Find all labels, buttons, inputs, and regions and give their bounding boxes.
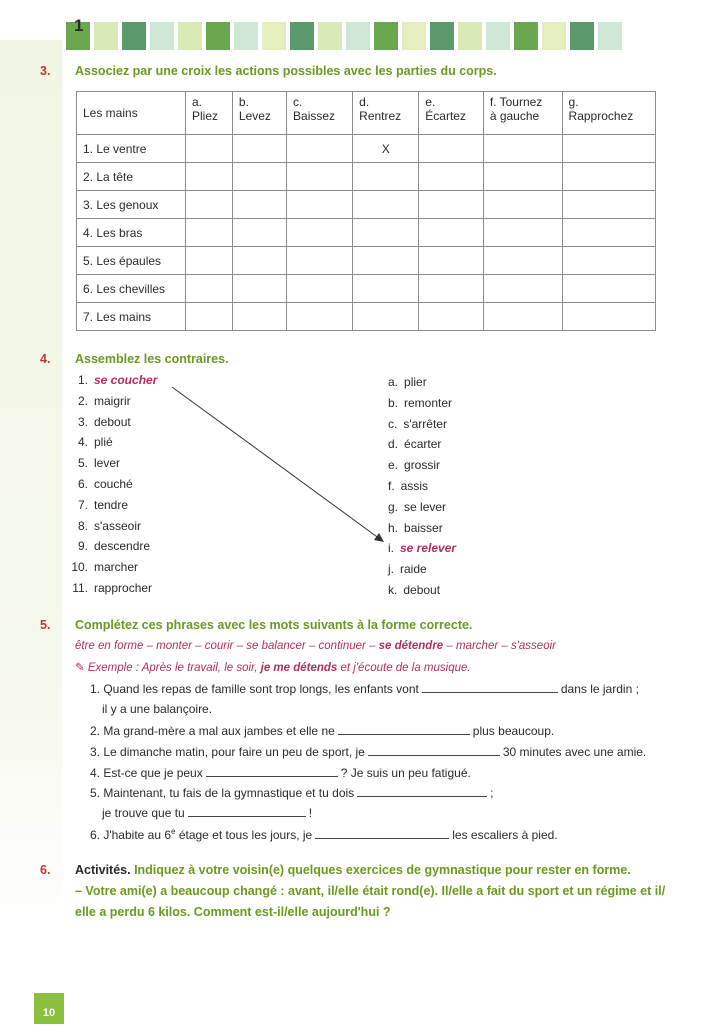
item-text: plier [404, 375, 427, 389]
answer-cell[interactable] [186, 303, 233, 331]
list-item [388, 580, 456, 601]
answer-cell[interactable] [232, 163, 286, 191]
item-text: plié [94, 435, 113, 450]
item-number: f. [388, 478, 395, 493]
list-item [388, 497, 456, 518]
answer-cell[interactable]: X [353, 135, 419, 163]
sentence-3 [90, 745, 646, 759]
list-item [388, 455, 456, 476]
table-row [77, 275, 656, 303]
table-row [77, 135, 656, 163]
column-action: Baissez [293, 109, 336, 123]
word-bank-example-word: se détendre [378, 640, 444, 652]
sentence-4 [90, 766, 471, 780]
list-item [68, 536, 157, 557]
opposites-right-list [388, 372, 456, 601]
table-header-row [77, 92, 656, 135]
answer-cell[interactable] [562, 303, 655, 331]
chapter-color-bar [66, 22, 622, 50]
answer-cell[interactable] [186, 135, 233, 163]
item-text: couché [94, 476, 133, 491]
item-number: b. [388, 395, 399, 410]
sentence-text: 3. Le dimanche matin, pour faire un peu de sport, je [90, 745, 365, 759]
example-sentence [75, 660, 471, 674]
item-text: remonter [404, 395, 453, 410]
sentence-5 [90, 786, 494, 800]
column-letter: g. [568, 95, 579, 109]
exercise-6-line-1 [75, 863, 631, 877]
exercise-6-line-2: – Votre ami(e) a beaucoup changé : avant, il/elle était rond(e). Il/elle a fait du sport et un régime et il/ [75, 884, 666, 898]
answer-cell[interactable] [419, 303, 484, 331]
list-item [388, 393, 456, 414]
table-row [77, 219, 656, 247]
list-item [68, 370, 157, 391]
list-item [388, 559, 456, 580]
item-text: s'arrêter [403, 416, 447, 431]
column-action: à gauche [489, 109, 540, 123]
exercise-4-title: Assemblez les contraires. [75, 352, 229, 366]
sentence-text: 2. Ma grand-mère a mal aux jambes et elle ne [90, 724, 335, 738]
table-column-header [287, 92, 353, 135]
item-text: rapprocher [94, 580, 153, 595]
color-square [598, 22, 622, 50]
color-square [346, 22, 370, 50]
answer-cell[interactable] [353, 163, 419, 191]
answer-cell[interactable] [353, 191, 419, 219]
body-part-label: 3. Les genoux [77, 191, 186, 219]
item-number: 11. [72, 580, 88, 595]
answer-cell[interactable] [483, 219, 562, 247]
sentence-text: 4. Est-ce que je peux [90, 766, 203, 780]
answer-cell[interactable] [287, 191, 353, 219]
item-number: a. [388, 375, 399, 389]
body-actions-table [76, 91, 656, 331]
table-row [77, 303, 656, 331]
column-action: Rentrez [359, 109, 402, 123]
answer-cell[interactable] [483, 275, 562, 303]
color-square [374, 22, 398, 50]
table-row [77, 191, 656, 219]
item-text: se relever [400, 541, 457, 556]
table-column-header [562, 92, 655, 135]
exercise-6-number: 6. [40, 863, 51, 877]
item-number: k. [388, 582, 398, 597]
sentence-1-continued: il y a une balançoire. [102, 702, 213, 716]
list-item [68, 432, 157, 453]
item-number: 1. [77, 373, 88, 387]
item-text: assis [400, 478, 429, 493]
item-number: h. [388, 520, 399, 535]
answer-cell[interactable] [419, 163, 484, 191]
answer-blank[interactable] [357, 786, 487, 797]
answer-cell[interactable] [483, 163, 562, 191]
item-number: 5. [77, 456, 88, 471]
answer-cell[interactable] [186, 191, 233, 219]
item-text: lever [94, 456, 121, 471]
item-number: j. [388, 562, 394, 577]
column-action: Pliez [192, 109, 219, 123]
color-square [402, 22, 426, 50]
answer-cell[interactable] [232, 303, 286, 331]
answer-cell[interactable] [287, 135, 353, 163]
answer-cell[interactable] [353, 303, 419, 331]
column-letter: c. [293, 95, 303, 109]
sentence-text: plus beaucoup. [472, 724, 555, 738]
answer-cell[interactable] [419, 275, 484, 303]
sentence-text: ? Je suis un peu fatigué. [340, 766, 471, 780]
item-text: baisser [404, 520, 443, 535]
sentence-5-continued [102, 806, 312, 820]
color-square [262, 22, 286, 50]
list-item [388, 518, 456, 539]
column-action: Levez [238, 109, 271, 123]
answer-cell[interactable] [353, 275, 419, 303]
answer-cell[interactable] [353, 219, 419, 247]
column-letter: e. [425, 95, 436, 109]
page-number: 10 [34, 993, 64, 1024]
body-part-label: 2. La tête [77, 163, 186, 191]
item-text: maigrir [94, 393, 131, 408]
color-square [458, 22, 482, 50]
table-column-header [419, 92, 484, 135]
answer-cell[interactable] [562, 191, 655, 219]
exercise-3-number: 3. [40, 64, 51, 78]
exercise-5-title: Complétez ces phrases avec les mots suivants à la forme correcte. [75, 618, 473, 632]
body-part-label: 7. Les mains [77, 303, 186, 331]
sentence-6 [90, 827, 558, 842]
list-item [68, 516, 157, 537]
column-action: Écartez [425, 109, 466, 123]
answer-blank[interactable] [315, 828, 449, 839]
item-text: descendre [94, 539, 151, 554]
table-corner-cell: Les mains [77, 92, 186, 135]
item-number: 7. [77, 497, 88, 512]
table-column-header [232, 92, 286, 135]
example-answer: je me détends [260, 662, 338, 674]
answer-cell[interactable] [483, 247, 562, 275]
item-text: debout [403, 582, 441, 597]
item-number: 4. [77, 435, 88, 450]
answer-cell[interactable] [562, 219, 655, 247]
answer-cell[interactable] [287, 303, 353, 331]
answer-cell[interactable] [419, 247, 484, 275]
superscript: e [171, 827, 176, 836]
color-square [234, 22, 258, 50]
left-margin-band [0, 40, 62, 940]
sentence-text: 1. Quand les repas de famille sont trop longs, les enfants vont [90, 682, 419, 696]
item-text: écarter [404, 437, 442, 452]
answer-cell[interactable] [419, 191, 484, 219]
table-column-header [353, 92, 419, 135]
column-letter: d. [359, 95, 370, 109]
color-square [318, 22, 342, 50]
column-letter: b. [238, 95, 249, 109]
sentence-text: ; [490, 786, 494, 800]
opposites-left-list [68, 370, 157, 599]
column-letter: a. [192, 95, 203, 109]
answer-cell[interactable] [562, 163, 655, 191]
list-item [388, 538, 456, 559]
example-text: Exemple : Après le travail, le soir, [87, 662, 261, 674]
item-number: 9. [77, 539, 88, 554]
item-number: 3. [77, 414, 88, 429]
table-column-header [186, 92, 233, 135]
color-square [486, 22, 510, 50]
item-number: 10. [71, 560, 88, 575]
answer-blank[interactable] [338, 724, 470, 735]
list-item [388, 476, 456, 497]
answer-blank[interactable] [188, 806, 306, 817]
item-text: s'asseoir [94, 518, 141, 533]
answer-cell[interactable] [483, 135, 562, 163]
answer-cell[interactable] [232, 275, 286, 303]
sentence-text: 30 minutes avec une amie. [502, 745, 647, 759]
color-square [150, 22, 174, 50]
color-square [290, 22, 314, 50]
list-item [388, 414, 456, 435]
exercise-5-number: 5. [40, 618, 51, 632]
list-item [68, 495, 157, 516]
item-text: debout [94, 414, 131, 429]
list-item [68, 474, 157, 495]
answer-cell[interactable] [232, 219, 286, 247]
column-action: Rapprochez [568, 109, 634, 123]
table-column-header [483, 92, 562, 135]
sentence-text: dans le jardin ; [560, 682, 639, 696]
list-item [68, 391, 157, 412]
item-number: 6. [77, 476, 88, 491]
sentence-text: 5. Maintenant, tu fais de la gymnastique et tu dois [90, 786, 355, 800]
color-square [206, 22, 230, 50]
exercise-6-line-3: elle a perdu 6 kilos. Comment est-il/elle aujourd'hui ? [75, 905, 391, 919]
body-part-label: 4. Les bras [77, 219, 186, 247]
color-square [178, 22, 202, 50]
item-text: tendre [94, 497, 129, 512]
table-row [77, 163, 656, 191]
pencil-icon: ✎ [75, 662, 88, 674]
answer-cell[interactable] [419, 135, 484, 163]
sentence-text: ! [308, 806, 313, 820]
answer-cell[interactable] [186, 275, 233, 303]
answer-cell[interactable] [186, 219, 233, 247]
item-number: d. [388, 437, 399, 452]
item-number: c. [388, 416, 398, 431]
answer-cell[interactable] [483, 303, 562, 331]
table-row [77, 247, 656, 275]
body-part-label: 1. Le ventre [77, 135, 186, 163]
list-item [388, 434, 456, 455]
answer-cell[interactable] [186, 163, 233, 191]
word-bank-part: être en forme – monter – courir – se balancer – continuer – [75, 640, 379, 652]
activity-text: Indiquez à votre voisin(e) quelques exercices de gymnastique pour rester en forme. [130, 863, 631, 877]
item-text: marcher [94, 560, 139, 575]
item-text: se coucher [94, 373, 158, 387]
exercise-4-number: 4. [40, 352, 51, 366]
answer-cell[interactable] [232, 135, 286, 163]
list-item [68, 453, 157, 474]
item-text: raide [400, 562, 427, 577]
body-part-label: 5. Les épaules [77, 247, 186, 275]
body-part-label: 6. Les chevilles [77, 275, 186, 303]
answer-cell[interactable] [353, 247, 419, 275]
answer-cell[interactable] [232, 247, 286, 275]
answer-cell[interactable] [562, 275, 655, 303]
list-item [68, 412, 157, 433]
color-square [122, 22, 146, 50]
answer-blank[interactable] [206, 766, 338, 777]
item-text: grossir [404, 458, 441, 473]
answer-cell[interactable] [483, 191, 562, 219]
answer-cell[interactable] [562, 135, 655, 163]
color-square [94, 22, 118, 50]
color-square [430, 22, 454, 50]
item-number: i. [388, 541, 394, 556]
word-bank [75, 640, 556, 652]
chapter-number: 1 [74, 16, 84, 35]
answer-cell[interactable] [232, 191, 286, 219]
exercise-3-title: Associez par une croix les actions possibles avec les parties du corps. [75, 64, 497, 78]
item-number: e. [388, 458, 399, 473]
item-number: 8. [77, 518, 88, 533]
list-item [388, 372, 456, 393]
example-text: et j'écoute de la musique. [337, 662, 471, 674]
answer-blank[interactable] [422, 682, 558, 693]
answer-cell[interactable] [419, 219, 484, 247]
item-number: 2. [77, 393, 88, 408]
answer-cell[interactable] [287, 219, 353, 247]
column-letter: f. Tournez [489, 95, 543, 109]
list-item [68, 578, 157, 599]
answer-cell[interactable] [287, 247, 353, 275]
color-square [542, 22, 566, 50]
answer-cell[interactable] [287, 163, 353, 191]
word-bank-part: – marcher – s'asseoir [443, 640, 556, 652]
sentence-text: 6. J'habite au 6 [90, 828, 172, 842]
answer-cell[interactable] [562, 247, 655, 275]
answer-cell[interactable] [186, 247, 233, 275]
sentence-text: les escaliers à pied. [452, 828, 558, 842]
sentence-text: je trouve que tu [102, 806, 185, 820]
activity-label: Activités. [75, 863, 131, 877]
sentence-text: étage et tous les jours, je [175, 828, 313, 842]
sentence-2 [90, 724, 554, 738]
list-item [68, 557, 157, 578]
color-square [570, 22, 594, 50]
answer-cell[interactable] [287, 275, 353, 303]
item-number: g. [388, 499, 399, 514]
item-text: se lever [404, 499, 447, 514]
answer-blank[interactable] [368, 745, 500, 756]
color-square [514, 22, 538, 50]
sentence-1 [90, 682, 639, 696]
